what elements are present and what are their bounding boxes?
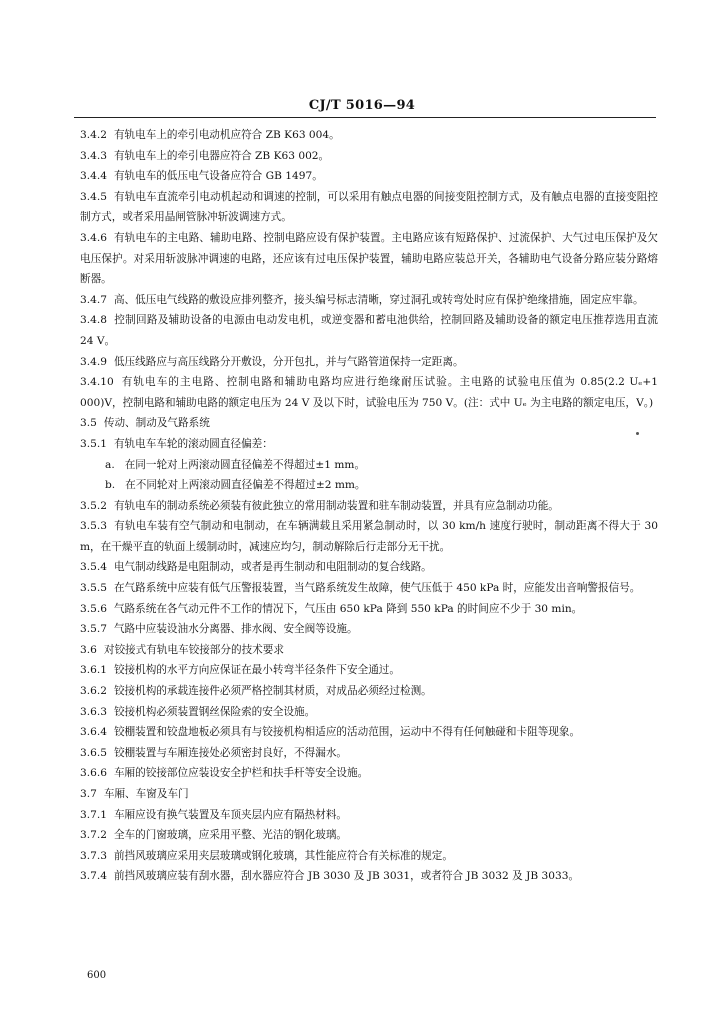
header-rule xyxy=(74,117,656,118)
clause-paragraph xyxy=(80,372,658,413)
clause-paragraph xyxy=(80,352,658,373)
clause-text: 前挡风玻璃应装有刮水器，刮水器应符合 JB 3030 及 JB 3031，或者符合 JB 3032 及 JB 3033。 xyxy=(113,870,580,883)
clause-paragraph xyxy=(80,640,658,661)
clause-text: 铰接机构必须装置钢丝保险索的安全设施。 xyxy=(113,705,316,718)
clause-text: 在不同轮对上两滚动圆直径偏差不得超过±2 mm。 xyxy=(125,479,366,492)
clause-number: 3.4.8 xyxy=(80,314,107,327)
clause-paragraph xyxy=(80,660,658,681)
clause-text: 有轨电车的主电路、辅助电路、控制电路应设有保护装置。主电路应该有短路保护、过流保护、大气过电压保护及欠电压保护。对采用斩波脉冲调速的电路，还应该有过电压保护装置，辅助电路应装总开关，各辅助电气设备分路应装分路熔断器。 xyxy=(80,231,658,286)
clause-paragraph xyxy=(80,846,658,867)
clause-text: 有轨电车装有空气制动和电制动，在车辆满载且采用紧急制动时，以 30 km/h 速度行驶时，制动距离不得大于 30 m，在干燥平直的轨面上缓制动时，减速应均匀，制动解除后行走部分无干扰。 xyxy=(80,520,658,553)
document-body xyxy=(80,125,658,887)
clause-number: 3.6.3 xyxy=(80,705,107,718)
clause-text: 低压线路应与高压线路分开敷设，分开包扎，并与气路管道保持一定距离。 xyxy=(113,355,464,368)
clause-number: 3.4.7 xyxy=(80,293,107,306)
clause-number: 3.5.3 xyxy=(80,520,107,533)
page-header: CJ/T 5016—94 xyxy=(308,98,416,113)
clause-number: 3.7 xyxy=(80,788,97,800)
clause-number: 3.6.1 xyxy=(80,664,107,677)
clause-number: 3.6.5 xyxy=(80,746,107,759)
clause-text: 对铰接式有轨电车铰接部分的技术要求 xyxy=(103,643,284,656)
clause-text: 有轨电车的制动系统必须装有彼此独立的常用制动装置和驻车制动装置，并具有应急制动功能。 xyxy=(113,499,559,512)
clause-text: 全车的门窗玻璃，应采用平整、光洁的钢化玻璃。 xyxy=(113,829,348,842)
clause-number: 3.4.4 xyxy=(80,170,107,183)
clause-paragraph xyxy=(80,413,658,434)
clause-paragraph xyxy=(80,784,658,805)
clause-paragraph xyxy=(80,187,658,228)
clause-paragraph xyxy=(80,228,658,290)
clause-text: 在气路系统中应装有低气压警报装置，当气路系统发生故障，使气压低于 450 kPa 时，应能发出音响警报信号。 xyxy=(113,582,641,595)
clause-number: 3.4.9 xyxy=(80,355,107,368)
clause-number: 3.5.4 xyxy=(80,561,107,574)
clause-number: 3.7.2 xyxy=(80,829,107,842)
clause-text: 前挡风玻璃应采用夹层玻璃或钢化玻璃，其性能应符合有关标准的规定。 xyxy=(113,849,453,862)
clause-paragraph xyxy=(80,681,658,702)
clause-text: 有轨电车上的牵引电器应符合 ZB K63 002。 xyxy=(113,149,330,162)
scan-dot xyxy=(636,432,639,435)
clause-paragraph xyxy=(80,310,658,351)
clause-number: 3.5.6 xyxy=(80,602,107,615)
clause-number: 3.4.6 xyxy=(80,231,107,244)
clause-paragraph xyxy=(80,125,658,146)
clause-paragraph xyxy=(80,743,658,764)
clause-text: 车厢的铰接部位应装设安全护栏和扶手杆等安全设施。 xyxy=(113,767,369,780)
clause-number: b. xyxy=(105,479,116,492)
clause-number: 3.7.4 xyxy=(80,870,107,883)
clause-text: 车厢、车窗及车门 xyxy=(103,788,189,800)
clause-text: 有轨电车直流牵引电动机起动和调速的控制，可以采用有触点电器的间接变阻控制方式，及有触点电器的直接变阻控制方式，或者采用晶闸管脉冲斩波调速方式。 xyxy=(80,190,658,224)
clause-paragraph xyxy=(80,702,658,723)
clause-number: 3.4.5 xyxy=(80,190,107,203)
clause-text: 铰接机构的水平方向应保证在最小转弯半径条件下安全通过。 xyxy=(113,664,400,677)
clause-text: 控制回路及辅助设备的电源由电动发电机，或逆变器和蓄电池供给，控制回路及辅助设备的额定电压推荐选用直流 24 V。 xyxy=(80,314,658,347)
clause-text: 有轨电车的低压电气设备应符合 GB 1497。 xyxy=(113,170,323,183)
clause-paragraph xyxy=(80,516,658,557)
clause-paragraph xyxy=(80,619,658,640)
clause-number: 3.5.1 xyxy=(80,437,107,450)
clause-number: 3.4.2 xyxy=(80,129,107,141)
clause-paragraph xyxy=(80,146,658,167)
clause-text: 气路中应装设油水分离器、排水阀、安全阀等设施。 xyxy=(113,623,358,636)
page-number: 600 xyxy=(87,970,107,981)
clause-paragraph xyxy=(80,475,658,496)
clause-text: 气路系统在各气动元件不工作的情况下，气压由 650 kPa 降到 550 kPa 的时间应不少于 30 min。 xyxy=(113,602,583,615)
clause-number: 3.4.3 xyxy=(80,149,107,162)
clause-number: 3.4.10 xyxy=(80,376,114,389)
clause-number: 3.6.4 xyxy=(80,726,107,739)
clause-paragraph xyxy=(80,805,658,826)
clause-paragraph xyxy=(80,599,658,620)
clause-paragraph xyxy=(80,557,658,578)
clause-paragraph xyxy=(80,290,658,311)
clause-number: 3.7.3 xyxy=(80,849,107,862)
clause-paragraph xyxy=(80,578,658,599)
clause-paragraph xyxy=(80,496,658,517)
clause-paragraph xyxy=(80,166,658,187)
clause-number: 3.6 xyxy=(80,643,97,656)
clause-text: 铰棚装置和铰盘地板必须具有与铰接机构相适应的活动范围，运动中不得有任何触碰和卡阻等现象。 xyxy=(113,726,581,739)
clause-paragraph xyxy=(80,763,658,784)
clause-text: 电气制动线路是电阻制动，或者是再生制动和电阻制动的复合线路。 xyxy=(113,561,432,574)
clause-text: 有轨电车的主电路、控制电路和辅助电路均应进行绝缘耐压试验。主电路的试验电压值为 0.85(2.2 Uₑ+1 000)V，控制电路和辅助电路的额定电压为 24 V 及以下时，试验电压为 750 V。(注：式中 Uₑ 为主电路的额定电压，V。) xyxy=(80,376,658,409)
clause-paragraph xyxy=(80,455,658,476)
clause-number: 3.5.5 xyxy=(80,582,107,595)
clause-number: 3.7.1 xyxy=(80,808,107,821)
clause-number: 3.6.6 xyxy=(80,767,107,780)
clause-number: 3.5.7 xyxy=(80,623,107,636)
clause-text: 有轨电车车轮的滚动圆直径偏差： xyxy=(113,437,273,450)
clause-paragraph xyxy=(80,866,658,887)
clause-text: 传动、制动及气路系统 xyxy=(103,417,210,430)
clause-paragraph xyxy=(80,434,658,455)
clause-text: 车厢应设有换气装置及车顶夹层内应有隔热材料。 xyxy=(113,808,348,821)
clause-number: 3.5 xyxy=(80,417,97,430)
clause-text: 在同一轮对上两滚动圆直径偏差不得超过±1 mm。 xyxy=(124,458,366,471)
clause-text: 铰棚装置与车厢连接处必须密封良好，不得漏水。 xyxy=(113,746,348,759)
clause-number: 3.6.2 xyxy=(80,685,107,698)
clause-paragraph xyxy=(80,722,658,743)
clause-text: 有轨电车上的牵引电动机应符合 ZB K63 004。 xyxy=(113,129,340,141)
clause-paragraph xyxy=(80,825,658,846)
clause-number: 3.5.2 xyxy=(80,499,107,512)
clause-text: 高、低压电气线路的敷设应排列整齐，接头编号标志清晰，穿过洞孔或转弯处时应有保护绝缘措施，固定应牢靠。 xyxy=(113,293,644,306)
clause-number: a. xyxy=(105,458,115,471)
clause-text: 铰接机构的承载连接件必须严格控制其材质，对成品必须经过检测。 xyxy=(113,685,432,698)
